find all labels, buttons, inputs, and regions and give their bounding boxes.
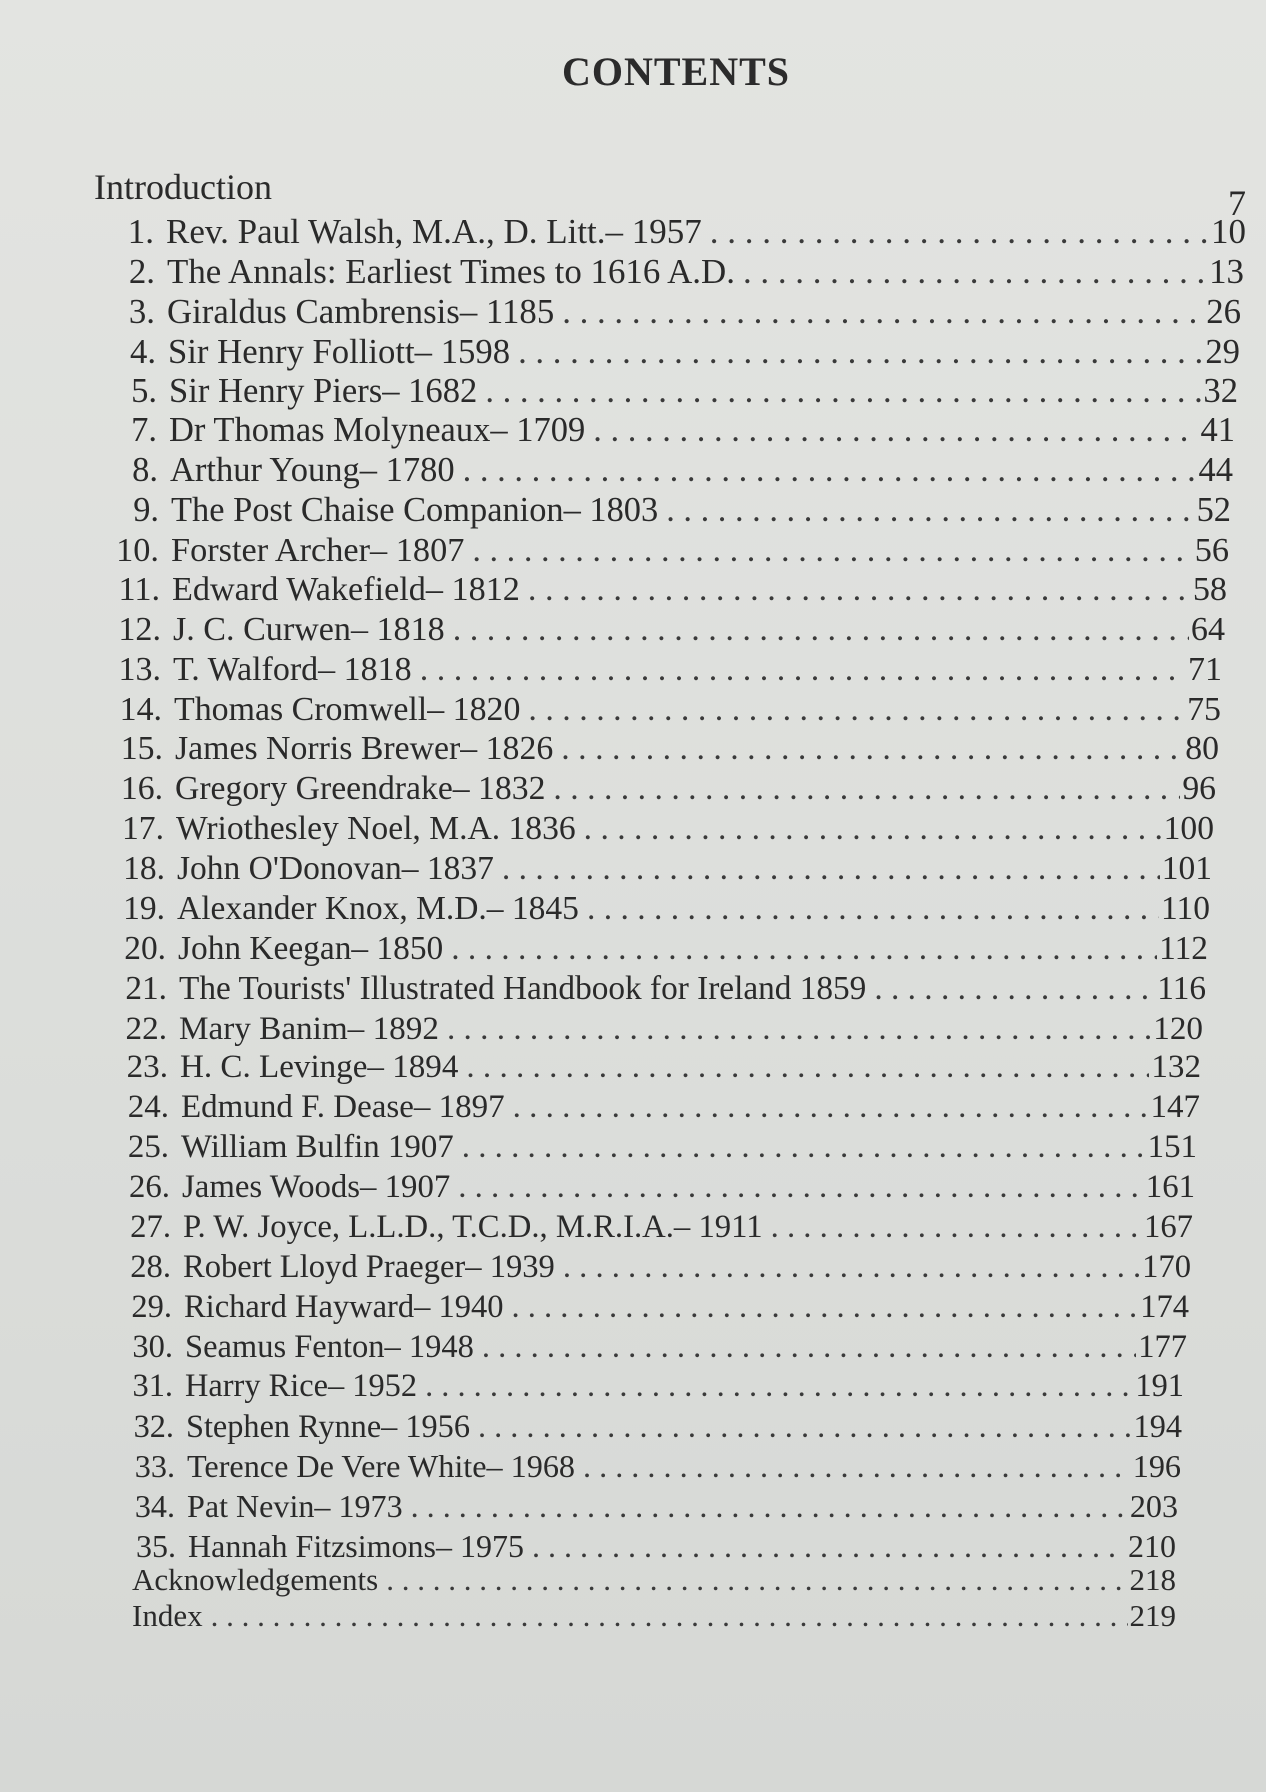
dot-leader <box>447 1010 1151 1048</box>
entry-number: 21. <box>125 970 167 1007</box>
dot-leader <box>743 252 1207 292</box>
entry-title: H. C. Levinge– 1894 <box>180 1049 459 1085</box>
entry-page: 44 <box>1198 451 1233 489</box>
entry-page: 71 <box>1188 651 1222 688</box>
toc-entry <box>105 491 1231 530</box>
toc-entry <box>111 890 1210 928</box>
entry-number: 12. <box>118 611 161 648</box>
dot-leader <box>563 1249 1140 1286</box>
dot-leader <box>502 850 1160 888</box>
entry-number: 17. <box>122 810 164 847</box>
entry-number: 20. <box>124 930 166 967</box>
dot-leader <box>485 372 1201 411</box>
dot-leader <box>463 451 1197 490</box>
entry-number: 28. <box>130 1249 171 1285</box>
toc-entry <box>103 411 1235 450</box>
entry-title: James Norris Brewer– 1826 <box>175 730 554 767</box>
toc-entry <box>100 212 1246 252</box>
toc-entry <box>108 691 1221 729</box>
entry-title: Dr Thomas Molyneaux– 1709 <box>169 411 586 449</box>
entry-page: 210 <box>1128 1528 1176 1564</box>
entry-page: 161 <box>1145 1169 1195 1205</box>
entry-title: William Bulfin 1907 <box>181 1129 454 1165</box>
toc-entry <box>105 531 1229 570</box>
entry-number: 18. <box>123 850 165 887</box>
entry-page: 132 <box>1151 1049 1201 1085</box>
entry-page: 101 <box>1161 850 1212 887</box>
entry-title: Robert Lloyd Praeger– 1939 <box>183 1249 555 1285</box>
entry-number: 4. <box>129 332 156 371</box>
dot-leader <box>583 1448 1131 1485</box>
entry-page: 29 <box>1205 332 1240 371</box>
entry-page: 151 <box>1147 1129 1197 1165</box>
dot-leader <box>593 411 1198 450</box>
entry-title: Edward Wakefield– 1812 <box>172 571 520 608</box>
entry-page: 203 <box>1129 1488 1178 1524</box>
entry-number: 7. <box>131 411 157 449</box>
introduction-label: Introduction <box>94 167 272 207</box>
entry-number: 24. <box>127 1089 169 1125</box>
entry-number: 11. <box>118 571 160 608</box>
dot-leader <box>478 1408 1132 1445</box>
entry-title: The Post Chaise Companion– 1803 <box>171 491 659 529</box>
entry-number: 1. <box>127 212 154 251</box>
entry-page: 75 <box>1187 691 1221 728</box>
entry-title: Alexander Knox, M.D.– 1845 <box>177 890 579 927</box>
toc-entry <box>120 1408 1182 1445</box>
entry-number: 22. <box>125 1010 167 1047</box>
dot-leader <box>553 770 1180 808</box>
toc-entry <box>103 372 1238 411</box>
entry-number: 3. <box>128 292 155 331</box>
entry-number: 19. <box>123 890 165 927</box>
dot-leader <box>466 1049 1149 1086</box>
dot-leader <box>561 730 1183 768</box>
toc-entry <box>113 970 1206 1008</box>
entry-title: Rev. Paul Walsh, M.A., D. Litt.– 1957 <box>166 212 702 251</box>
toc-entry <box>119 1368 1184 1405</box>
entry-title: Arthur Young– 1780 <box>170 451 455 489</box>
dot-leader <box>532 1528 1126 1565</box>
entry-title: J. C. Curwen– 1818 <box>173 611 445 648</box>
dot-leader <box>528 691 1185 729</box>
back-matter-title: Acknowledgements <box>132 1562 379 1597</box>
entry-number: 26. <box>129 1169 170 1205</box>
dot-leader <box>458 1169 1144 1206</box>
toc-entry <box>122 1528 1176 1565</box>
entry-page: 174 <box>1140 1289 1189 1325</box>
toc-entry <box>119 1329 1187 1366</box>
dot-leader <box>425 1368 1133 1405</box>
toc-entry <box>112 930 1208 968</box>
entry-title: Seamus Fenton– 1948 <box>185 1329 474 1365</box>
entry-number: 8. <box>132 451 158 489</box>
back-matter-page: 219 <box>1129 1598 1176 1633</box>
entry-title: Thomas Cromwell– 1820 <box>174 691 521 728</box>
entry-title: Forster Archer– 1807 <box>171 531 465 569</box>
dot-leader <box>666 491 1194 530</box>
toc-entry <box>116 1169 1195 1206</box>
toc-entry <box>111 850 1212 888</box>
dot-leader <box>453 611 1189 649</box>
entry-page: 147 <box>1150 1089 1200 1125</box>
entry-number: 27. <box>130 1209 171 1245</box>
entry-page: 116 <box>1157 970 1206 1007</box>
entry-page: 13 <box>1209 252 1244 291</box>
entry-number: 16. <box>120 770 163 807</box>
entry-title: Wriothesley Noel, M.A. 1836 <box>176 810 576 847</box>
introduction-page: 7 <box>1228 183 1246 223</box>
toc-entry <box>118 1289 1189 1326</box>
entry-page: 100 <box>1163 810 1214 847</box>
dot-leader <box>584 810 1162 848</box>
toc-entry <box>101 252 1244 292</box>
toc-entry <box>121 1488 1178 1525</box>
dot-leader <box>386 1562 1127 1598</box>
dot-leader <box>513 1089 1149 1126</box>
toc-entry <box>106 571 1227 609</box>
dot-leader <box>528 571 1191 609</box>
entry-number: 33. <box>134 1448 175 1484</box>
dot-leader <box>472 531 1192 570</box>
toc-entry <box>101 292 1241 332</box>
back-matter-page: 218 <box>1129 1562 1176 1597</box>
toc-entry <box>107 611 1225 649</box>
toc-back-matter <box>132 1562 1176 1598</box>
entry-page: 58 <box>1192 571 1227 608</box>
entry-number: 13. <box>118 651 161 688</box>
toc-entry <box>113 1010 1203 1048</box>
entry-page: 64 <box>1190 611 1225 648</box>
entry-page: 120 <box>1153 1010 1203 1047</box>
dot-leader <box>211 1598 1128 1634</box>
dot-leader <box>874 970 1155 1008</box>
dot-leader <box>518 332 1203 372</box>
entry-title: P. W. Joyce, L.L.D., T.C.D., M.R.I.A.– 1911 <box>183 1209 763 1245</box>
toc-entry <box>121 1448 1181 1485</box>
entry-title: Harry Rice– 1952 <box>185 1368 418 1404</box>
entry-title: Sir Henry Piers– 1682 <box>169 372 478 410</box>
entry-page: 10 <box>1211 212 1246 251</box>
toc-entry <box>117 1209 1193 1246</box>
entry-number: 35. <box>136 1528 176 1564</box>
entry-title: James Woods– 1907 <box>182 1169 451 1205</box>
entry-page: 96 <box>1182 770 1216 807</box>
entry-number: 25. <box>127 1129 169 1165</box>
toc-entry <box>102 332 1240 372</box>
entry-number: 9. <box>133 491 159 529</box>
dot-leader <box>411 1488 1128 1525</box>
toc-entry <box>115 1089 1200 1126</box>
entry-number: 34. <box>134 1488 175 1524</box>
dot-leader <box>420 651 1186 689</box>
dot-leader <box>482 1329 1136 1366</box>
toc-entry <box>117 1249 1191 1286</box>
dot-leader <box>451 930 1157 968</box>
dot-leader <box>587 890 1159 928</box>
entry-number: 10. <box>116 531 159 569</box>
entry-title: Edmund F. Dease– 1897 <box>181 1089 505 1125</box>
entry-page: 196 <box>1132 1448 1181 1484</box>
entry-number: 30. <box>132 1329 173 1365</box>
entry-title: Pat Nevin– 1973 <box>187 1488 403 1524</box>
entry-title: Mary Banim– 1892 <box>179 1010 439 1047</box>
entry-page: 26 <box>1206 292 1241 331</box>
entry-page: 112 <box>1159 930 1208 967</box>
entry-page: 41 <box>1200 411 1235 449</box>
entry-title: John Keegan– 1850 <box>178 930 444 967</box>
entry-number: 31. <box>132 1368 173 1404</box>
dot-leader <box>562 292 1204 332</box>
toc-entry <box>109 770 1216 808</box>
entry-number: 23. <box>126 1049 168 1085</box>
entry-title: T. Walford– 1818 <box>173 651 412 688</box>
entry-number: 2. <box>128 252 155 291</box>
entry-page: 170 <box>1142 1249 1191 1285</box>
entry-title: Hannah Fitzsimons– 1975 <box>188 1528 524 1564</box>
entry-page: 191 <box>1135 1368 1184 1404</box>
entry-number: 29. <box>131 1289 172 1325</box>
page-title: CONTENTS <box>561 49 791 94</box>
entry-page: 80 <box>1185 730 1219 767</box>
toc-back-matter <box>132 1598 1176 1634</box>
entry-title: Richard Hayward– 1940 <box>184 1289 504 1325</box>
entry-title: Stephen Rynne– 1956 <box>186 1408 470 1444</box>
toc-entry <box>109 730 1219 768</box>
entry-page: 56 <box>1194 531 1229 569</box>
entry-number: 32. <box>133 1408 174 1444</box>
entry-number: 5. <box>131 372 157 410</box>
entry-title: Gregory Greendrake– 1832 <box>175 770 546 807</box>
back-matter-title: Index <box>132 1598 203 1633</box>
toc-entry <box>107 651 1222 689</box>
toc-entry <box>115 1129 1197 1166</box>
toc-entry <box>110 810 1214 848</box>
entry-title: The Annals: Earliest Times to 1616 A.D. <box>167 252 735 291</box>
entry-page: 167 <box>1143 1209 1193 1245</box>
entry-page: 194 <box>1133 1408 1182 1444</box>
entry-number: 14. <box>119 691 162 728</box>
entry-title: Sir Henry Folliott– 1598 <box>168 332 511 371</box>
dot-leader <box>462 1129 1146 1166</box>
dot-leader <box>710 212 1209 252</box>
entry-title: Terence De Vere White– 1968 <box>187 1448 576 1484</box>
entry-page: 52 <box>1196 491 1231 529</box>
toc-entry <box>104 451 1233 490</box>
entry-page: 32 <box>1203 372 1238 410</box>
entry-title: Giraldus Cambrensis– 1185 <box>167 292 555 331</box>
dot-leader <box>512 1289 1139 1326</box>
entry-page: 110 <box>1160 890 1210 927</box>
entry-title: The Tourists' Illustrated Handbook for Ireland 1859 <box>179 970 867 1007</box>
entry-number: 15. <box>120 730 163 767</box>
entry-page: 177 <box>1138 1329 1187 1365</box>
entry-title: John O'Donovan– 1837 <box>177 850 494 887</box>
toc-entry <box>114 1049 1201 1086</box>
dot-leader <box>771 1209 1142 1246</box>
